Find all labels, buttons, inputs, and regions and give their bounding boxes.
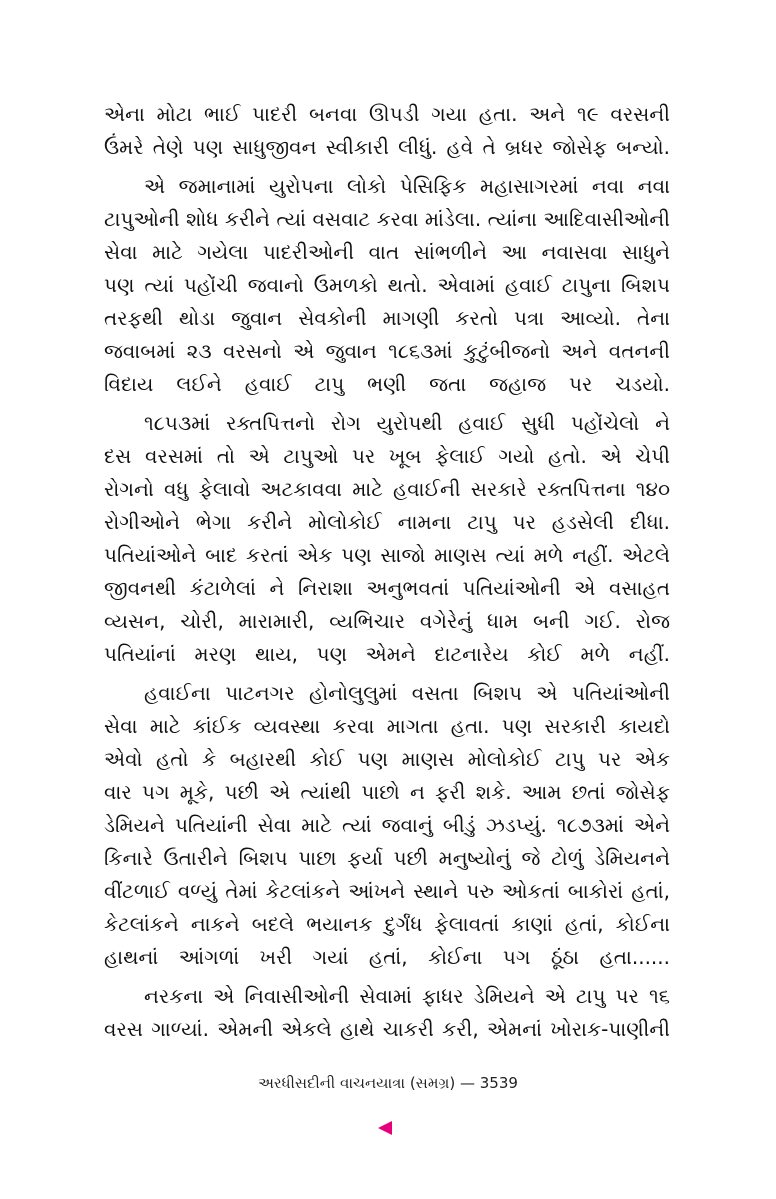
page-footer: અરધીસદીની વાચનયાત્રા (સમગ્ર) — 3539	[258, 1074, 518, 1092]
text-line: પતિયાંનાં મરણ થાય, પણ એમને દાટનારેય કોઈ મળે નહીં.	[104, 642, 670, 666]
text-line: રોગનો વધુ ફેલાવો અટકાવવા માટે હવાઈની સરકારે રક્તપિત્તના ૧૪૦	[104, 477, 670, 501]
previous-page-arrow-icon[interactable]	[378, 1121, 392, 1135]
text-line: હવાઈના પાટનગર હોનોલુલુમાં વસતા બિશપ એ પતિયાંઓની	[144, 681, 670, 705]
text-line: વ્યસન, ચોરી, મારામારી, વ્યભિચાર વગેરેનું ધામ બની ગઈ. રોજ	[104, 609, 670, 633]
text-line: ઉંમરે તેણે પણ સાધુજીવન સ્વીકારી લીધું. હવે તે બ્રધર જોસેફ બન્યો.	[104, 135, 670, 159]
text-line: સેવા માટે ગયેલા પાદરીઓની વાત સાંભળીને આ નવાસવા સાધુને	[104, 240, 670, 264]
text-line: વિદાય લઈને હવાઈ ટાપુ ભણી જતા જહાજ પર ચડયો.	[104, 372, 670, 396]
text-line: એવો હતો કે બહારથી કોઈ પણ માણસ મોલોકોઈ ટાપુ પર એક	[104, 747, 670, 771]
text-line: કિનારે ઉતારીને બિશપ પાછા ફર્યા પછી મનુષ્યોનું જે ટોળું ડેમિયનને	[104, 846, 670, 870]
paragraph	[104, 407, 670, 671]
text-line: કેટલાંકને નાકને બદલે ભયાનક દુર્ગંધ ફેલાવતાં કાણાં હતાં, કોઈના	[104, 912, 670, 936]
text-line: તરફથી થોડા જુવાન સેવકોની માગણી કરતો પત્રા આવ્યો. તેના	[104, 306, 670, 330]
text-line: જીવનથી કંટાળેલાં ને નિરાશા અનુભવતાં પતિયાંઓની એ વસાહત	[104, 576, 670, 600]
text-line: રોગીઓને ભેગા કરીને મોલોકોઈ નામના ટાપુ પર હડસેલી દીધા.	[104, 510, 670, 534]
text-line: વીંટળાઈ વળ્યું તેમાં કેટલાંકને આંખને સ્થાને પરુ ઓકતાં બાકોરાં હતાં,	[104, 879, 670, 903]
paragraph	[104, 170, 670, 401]
text-line: હાથનાં આંગળાં ખરી ગયાં હતાં, કોઈના પગ ઠૂંઠા હતા......	[104, 945, 670, 969]
text-line: સેવા માટે કાંઈક વ્યવસ્થા કરવા માગતા હતા. પણ સરકારી કાયદો	[104, 714, 670, 738]
text-line: વાર પગ મૂકે, પછી એ ત્યાંથી પાછો ન ફરી શકે. આમ છતાં જોસેફ	[104, 780, 670, 804]
text-line: એના મોટા ભાઈ પાદરી બનવા ઊપડી ગયા હતા. અને ૧૯ વરસની	[104, 102, 670, 126]
text-line: ૧૮૫૩માં રક્તપિત્તનો રોગ યુરોપથી હવાઈ સુધી પહોંચેલો ને	[144, 411, 670, 435]
paragraph	[104, 980, 670, 1046]
text-line: ટાપુઓની શોધ કરીને ત્યાં વસવાટ કરવા માંડેલા. ત્યાંના આદિવાસીઓની	[104, 207, 670, 231]
paragraph	[104, 98, 670, 164]
text-line: જવાબમાં ૨૩ વરસનો એ જુવાન ૧૮૬૩માં કુટુંબીજનો અને વતનની	[104, 339, 670, 363]
text-line: દસ વરસમાં તો એ ટાપુઓ પર ખૂબ ફેલાઈ ગયો હતો. એ ચેપી	[104, 444, 670, 468]
text-line: પણ ત્યાં પહોંચી જવાનો ઉમળકો થતો. એવામાં હવાઈ ટાપુના બિશપ	[104, 273, 670, 297]
text-line: પતિયાંઓને બાદ કરતાં એક પણ સાજો માણસ ત્યાં મળે નહીં. એટલે	[104, 543, 670, 567]
text-line: ડેમિયને પતિયાંની સેવા માટે ત્યાં જવાનું બીડું ઝડપ્યું. ૧૮૭૩માં એને	[104, 813, 670, 837]
text-line: વરસ ગાળ્યાં. એમની એકલે હાથે ચાકરી કરી, એમનાં ખોરાક-પાણીની	[104, 1017, 670, 1041]
page-body	[104, 98, 670, 1046]
text-line: એ જમાનામાં યુરોપના લોકો પેસિફિક મહાસાગરમાં નવા નવા	[144, 174, 670, 198]
text-line: નરકના એ નિવાસીઓની સેવામાં ફાધર ડેમિયને એ ટાપુ પર ૧૬	[144, 984, 670, 1008]
paragraph	[104, 677, 670, 974]
